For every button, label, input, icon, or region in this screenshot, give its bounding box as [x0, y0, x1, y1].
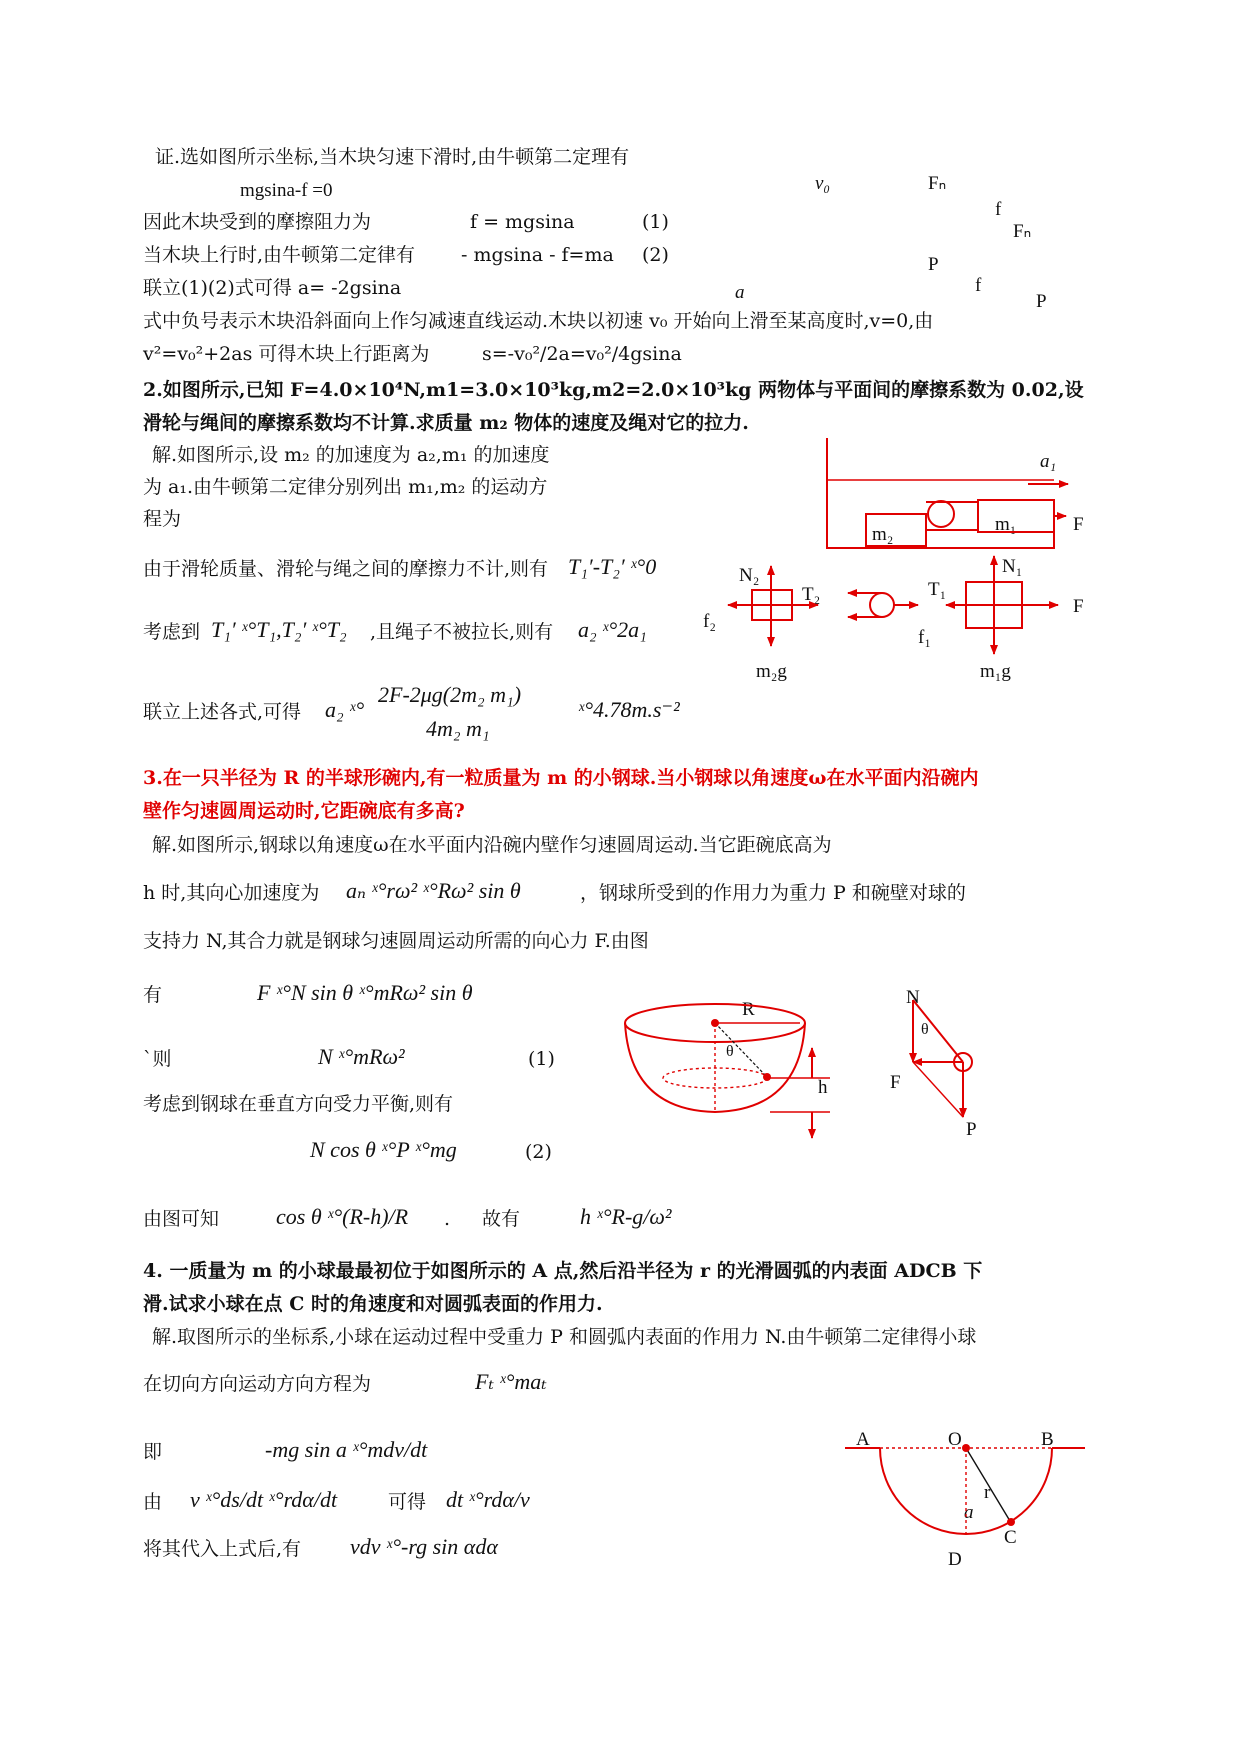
q2-a2-label: a₂ ˣ°	[325, 697, 365, 722]
s1-distance: s=-v₀²/2a=v₀²/4gsina	[482, 343, 682, 365]
q3-sol-line8b: 故有	[482, 1208, 521, 1230]
ball-c-dot	[1007, 1518, 1015, 1526]
s1-line6: 式中负号表示木块沿斜面向上作匀减速直线运动.木块以初速 v₀ 开始向上滑至某高度时,v=0,由	[143, 310, 934, 332]
q4-sol-line3a: 即	[143, 1441, 163, 1463]
bowl-center-dot	[711, 1019, 719, 1027]
q4-velocity-eq: v ˣ°ds/dt ˣ°rdα/dt	[190, 1487, 338, 1512]
q3-title-line2: 壁作匀速圆周运动时,它距碗底有多高?	[143, 800, 465, 822]
fig1-v0: v₀	[815, 173, 831, 194]
q3-sol-line6: 考虑到钢球在垂直方向受力平衡,则有	[143, 1093, 454, 1115]
q2-sol-line5b: ,且绳子不被拉长,则有	[370, 621, 554, 643]
fig2-f: F	[1073, 514, 1084, 535]
fig2-f2: f₂	[703, 611, 716, 632]
q3-height-result: h ˣ°R-g/ω²	[580, 1204, 672, 1229]
q4-title-line2: 滑.试求小球在点 C 时的角速度和对圆弧表面的作用力.	[143, 1293, 603, 1315]
fig3-f: F	[890, 1072, 901, 1093]
q3-vertical-eq: N cos θ ˣ°P ˣ°mg	[310, 1137, 457, 1162]
s1-line5: 联立(1)(2)式可得 a= -2gsina	[143, 277, 402, 299]
fig1-fn2: Fₙ	[1013, 221, 1032, 242]
s1-line7: v²=v₀²+2as 可得木块上行距离为	[143, 343, 430, 365]
fig2-t1: T₁	[928, 579, 947, 600]
fig3-r: R	[742, 999, 755, 1020]
q3-sol-line3: 支持力 N,其合力就是钢球匀速圆周运动所需的向心力 F.由图	[143, 930, 649, 952]
q2-accel-rel: a₂ ˣ°2a₁	[578, 617, 647, 642]
steel-ball-dot	[763, 1073, 771, 1081]
q2-sol-line1: 解.如图所示,设 m₂ 的加速度为 a₂,m₁ 的加速度	[152, 444, 550, 466]
q3-sol-line5a: `则	[143, 1048, 172, 1070]
fig4-o: O	[948, 1429, 962, 1450]
q2-title-line2: 滑轮与绳间的摩擦系数均不计算.求质量 m₂ 物体的速度及绳对它的拉力.	[143, 412, 749, 434]
q3-force-eq: F ˣ°N sin θ ˣ°mRω² sin θ	[257, 980, 473, 1005]
s1-line1: 证.选如图所示坐标,当木块匀速下滑时,由牛顿第二定理有	[155, 146, 630, 168]
q2-fraction-num: 2F-2μg(2m₂ m₁)	[378, 682, 522, 707]
fig4-alpha: a	[964, 1502, 974, 1523]
q3-cos-eq: cos θ ˣ°(R-h)/R	[276, 1204, 409, 1229]
s1-line4: 当木块上行时,由牛顿第二定律有	[143, 244, 416, 266]
q4-sol-line4a: 由	[143, 1491, 163, 1513]
q4-motion-eq: -mg sin a ˣ°mdv/dt	[265, 1437, 428, 1462]
fig4-r: r	[984, 1482, 991, 1503]
fig2-a1: a₁	[1040, 451, 1057, 472]
q4-dt-eq: dt ˣ°rdα/v	[446, 1487, 530, 1512]
pulley-system-figure	[827, 438, 1068, 548]
q2-sol-line2: 为 a₁.由牛顿第二定律分别列出 m₁,m₂ 的运动方	[143, 476, 548, 498]
q2-fraction-den: 4m₂ m₁	[426, 716, 490, 741]
s1-line3: 因此木块受到的摩擦阻力为	[143, 211, 372, 233]
s1-eqno2: (2)	[642, 244, 669, 266]
fig1-p1: P	[928, 254, 939, 275]
fig2-m1: m₁	[995, 514, 1017, 535]
q2-sol-line4: 由于滑轮质量、滑轮与绳之间的摩擦力不计,则有	[143, 558, 549, 580]
fig4-d: D	[948, 1549, 962, 1570]
q3-normal-eq: N ˣ°mRω²	[318, 1044, 405, 1069]
fig2-f1: f₁	[918, 627, 931, 648]
pulley-free-body-diagram	[848, 593, 918, 617]
s1-eqno1: (1)	[642, 211, 669, 233]
fig1-f2: f	[975, 275, 982, 296]
q2-sol-line5a: 考虑到	[143, 621, 201, 643]
q3-dot: .	[444, 1208, 451, 1230]
q4-tangent-eq: Fₜ ˣ°maₜ	[475, 1369, 547, 1394]
fig2-n1: N₁	[1002, 556, 1023, 577]
bowl-figure	[625, 1004, 830, 1138]
q3-eqno2: (2)	[525, 1141, 552, 1163]
s1-eq1: mgsina-f =0	[240, 180, 333, 201]
q2-title-line1: 2.如图所示,已知 F=4.0×10⁴N,m1=3.0×10³kg,m2=2.0×10³kg 两物体与平面间的摩擦系数为 0.02,设	[143, 379, 1084, 401]
q4-final-eq: vdv ˣ°-rg sin αdα	[350, 1534, 498, 1559]
q3-sol-line2a: h 时,其向心加速度为	[143, 882, 320, 904]
q2-sol-line3: 程为	[143, 508, 182, 530]
fig2-f-right: F	[1073, 596, 1084, 617]
fig1-f1: f	[995, 199, 1002, 220]
m1-free-body-diagram	[946, 556, 1058, 654]
fig2-m2: m₂	[872, 524, 894, 545]
fig4-b: B	[1041, 1429, 1054, 1450]
q2-result: ˣ°4.78m.s⁻²	[578, 697, 680, 722]
fig3-n: N	[906, 987, 920, 1008]
q3-sol-line1: 解.如图所示,钢球以角速度ω在水平面内沿碗内壁作匀速圆周运动.当它距碗底高为	[152, 834, 832, 856]
fig2-n2: N₂	[739, 565, 760, 586]
fig3-p: P	[966, 1119, 977, 1140]
q3-sol-line4a: 有	[143, 984, 163, 1006]
circular-arc-figure	[845, 1448, 1085, 1534]
fig2-m2g: m₂g	[756, 661, 787, 682]
fig2-m1g: m₁g	[980, 661, 1011, 682]
q3-centripetal-eq: aₙ ˣ°rω² ˣ°Rω² sin θ	[346, 878, 521, 903]
fig3-theta: θ	[726, 1043, 734, 1060]
q4-sol-line2a: 在切向方向运动方向方程为	[143, 1373, 372, 1395]
fig4-a-point: A	[856, 1429, 870, 1450]
q3-eqno1: (1)	[528, 1048, 555, 1070]
fig2-t2: T₂	[802, 584, 821, 605]
fig1-a: a	[735, 282, 745, 303]
q4-sol-line4b: 可得	[388, 1491, 427, 1513]
fig3-theta2: θ	[921, 1021, 929, 1038]
q4-sol-line1: 解.取图所示的坐标系,小球在运动过程中受重力 P 和圆弧内表面的作用力 N.由牛顿第二定律得小球	[152, 1326, 977, 1348]
q2-tension-equal: T₁′ ˣ°T₁,T₂′ ˣ°T₂	[211, 617, 347, 642]
fig3-h: h	[818, 1077, 828, 1098]
q4-sol-line5a: 将其代入上式后,有	[143, 1538, 302, 1560]
arc-center-dot	[962, 1444, 970, 1452]
q2-sol-line6: 联立上述各式,可得	[143, 701, 302, 723]
fig1-fn1: Fₙ	[928, 173, 947, 194]
force-triangle-figure	[913, 1000, 972, 1117]
s1-eq-friction: f = mgsina	[470, 211, 575, 233]
m2-free-body-diagram	[728, 566, 821, 646]
q3-title-line1: 3.在一只半径为 R 的半球形碗内,有一粒质量为 m 的小钢球.当小钢球以角速度ω在水平面内沿碗内	[143, 767, 979, 789]
q4-title-line1: 4. 一质量为 m 的小球最最初位于如图所示的 A 点,然后沿半径为 r 的光滑圆弧的内表面 ADCB 下	[143, 1260, 983, 1282]
q2-tension-eq: T₁′-T₂′ ˣ°0	[568, 554, 657, 579]
q3-sol-line8a: 由图可知	[143, 1208, 220, 1230]
q3-sol-line2b: ，钢球所受到的作用力为重力 P 和碗壁对球的	[580, 882, 966, 904]
fig4-c: C	[1004, 1527, 1017, 1548]
s1-eq2: - mgsina - f=ma	[461, 244, 614, 266]
fig1-p2: P	[1036, 291, 1047, 312]
